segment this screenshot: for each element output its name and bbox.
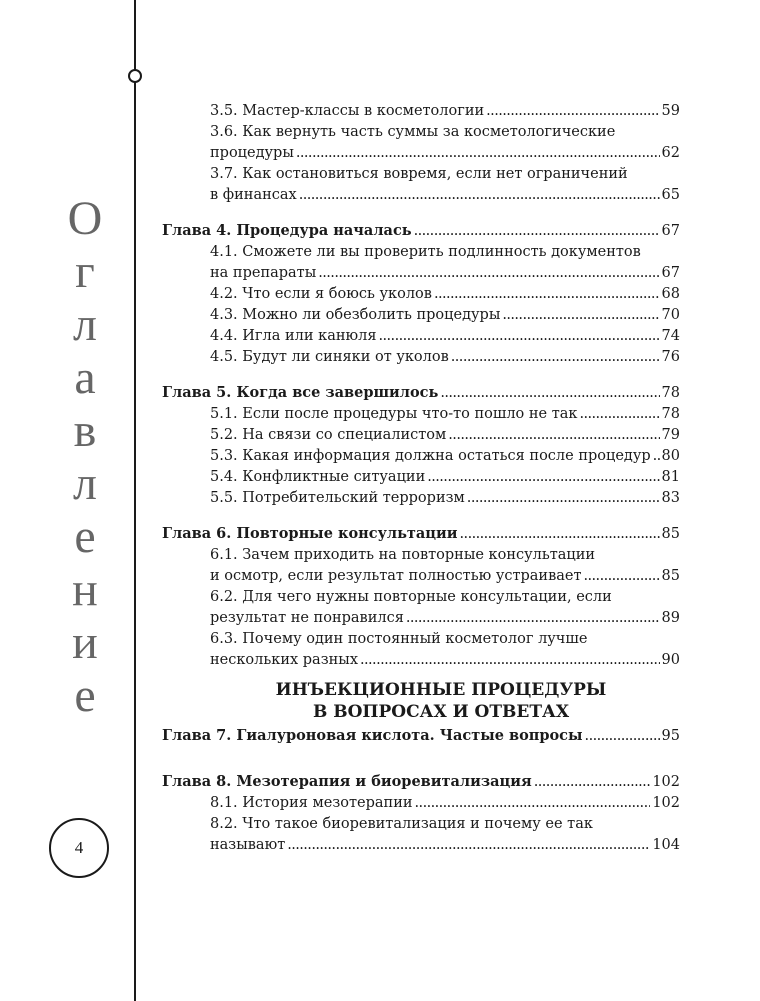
toc-entry[interactable] <box>162 263 680 284</box>
leader-dots <box>414 221 660 242</box>
toc-entry-page: 83 <box>661 490 680 506</box>
toc-entry[interactable] <box>162 185 680 206</box>
side-title-letter: е <box>74 510 96 563</box>
toc-entry-page: 85 <box>661 568 680 584</box>
toc-entry-page: 67 <box>661 265 680 281</box>
toc-entry-title: 5.4. Конфликтные ситуации <box>210 469 426 485</box>
toc-entry-title: 4.3. Можно ли обезболить процедуры <box>210 307 501 323</box>
toc-chapter[interactable] <box>162 523 680 545</box>
toc-entry-page: 68 <box>661 286 680 302</box>
toc-entry-page: 90 <box>661 652 680 668</box>
section-heading-line: ИНЪЕКЦИОННЫЕ ПРОЦЕДУРЫ <box>275 680 607 700</box>
toc-entry-line[interactable]: 3.6. Как вернуть часть суммы за косметологические <box>210 124 616 140</box>
toc-chapter-page: 85 <box>661 526 680 542</box>
toc-chapter[interactable] <box>162 382 680 404</box>
toc-entry-page: 80 <box>661 448 680 464</box>
toc-entry[interactable] <box>162 284 680 305</box>
leader-dots <box>427 467 659 488</box>
leader-dots <box>467 488 660 509</box>
toc-entry-line[interactable]: 6.3. Почему один постоянный косметолог лучше <box>210 631 588 647</box>
toc-chapter-title: Глава 6. Повторные консультации <box>162 525 458 542</box>
toc-chapter-title: Глава 7. Гиалуроновая кислота. Частые вопросы <box>162 727 583 744</box>
toc-entry-page: 70 <box>661 307 680 323</box>
toc-entry-title: 3.5. Мастер-классы в косметологии <box>210 103 485 119</box>
leader-dots <box>584 566 660 587</box>
toc-entry-title: называют <box>210 837 286 853</box>
toc-entry-title: нескольких разных <box>210 652 358 668</box>
side-title-letter: г <box>75 245 95 298</box>
toc-entry-title: 5.5. Потребительский терроризм <box>210 490 465 506</box>
leader-dots <box>434 284 660 305</box>
toc-entry-title: результат не понравился <box>210 610 404 626</box>
toc-entry[interactable] <box>162 467 680 488</box>
toc-entry[interactable] <box>162 101 680 122</box>
leader-dots <box>486 101 659 122</box>
toc-entry[interactable] <box>162 793 680 814</box>
toc-entry-title: процедуры <box>210 145 294 161</box>
toc-entry-title: 5.2. На связи со специалистом <box>210 427 447 443</box>
toc-entry-line[interactable]: 8.2. Что такое биоревитализация и почему ее так <box>210 816 593 832</box>
toc-entry[interactable] <box>162 404 680 425</box>
side-title-letter: а <box>74 351 96 404</box>
toc-entry[interactable] <box>162 305 680 326</box>
toc-entry-title: в финансах <box>210 187 297 203</box>
toc-chapter-title: Глава 4. Процедура началась <box>162 222 412 239</box>
toc-entry[interactable] <box>162 566 680 587</box>
toc-entry-line[interactable]: 4.1. Сможете ли вы проверить подлинность документов <box>210 244 641 260</box>
side-title-letter: л <box>73 457 97 510</box>
toc-chapter-page: 78 <box>661 385 680 401</box>
leader-dots <box>360 650 660 671</box>
toc-chapter[interactable] <box>162 220 680 242</box>
toc-chapter-page: 95 <box>661 728 680 744</box>
toc-entry-page: 81 <box>661 469 680 485</box>
toc-entry[interactable] <box>162 425 680 446</box>
vertical-rule <box>134 0 136 1001</box>
leader-dots <box>448 425 659 446</box>
spacer <box>162 368 680 382</box>
leader-dots <box>451 347 660 368</box>
side-title-letter: в <box>73 404 97 457</box>
toc-entry-title: на препараты <box>210 265 317 281</box>
table-of-contents <box>162 101 680 856</box>
toc-entry[interactable] <box>162 650 680 671</box>
toc-entry-page: 102 <box>652 795 680 811</box>
toc-entry-page: 76 <box>661 349 680 365</box>
side-title-letter: н <box>72 563 98 616</box>
toc-entry[interactable] <box>162 326 680 347</box>
toc-entry-title: 4.4. Игла или канюля <box>210 328 377 344</box>
toc-entry-line[interactable]: 6.2. Для чего нужны повторные консультации, если <box>210 589 612 605</box>
spacer <box>162 747 680 771</box>
toc-chapter-title: Глава 8. Мезотерапия и биоревитализация <box>162 773 532 790</box>
toc-chapter-page: 102 <box>652 774 680 790</box>
leader-dots <box>534 772 651 793</box>
toc-entry-page: 59 <box>661 103 680 119</box>
leader-dots <box>579 404 659 425</box>
toc-entry-title: и осмотр, если результат полностью устраивает <box>210 568 582 584</box>
toc-entry[interactable] <box>162 488 680 509</box>
leader-dots <box>318 263 659 284</box>
toc-entry-line[interactable]: 3.7. Как остановиться вовремя, если нет ограничений <box>210 166 628 182</box>
spacer <box>162 206 680 220</box>
toc-entry-page: 65 <box>661 187 680 203</box>
side-title-contents <box>40 192 130 722</box>
section-heading <box>162 679 680 723</box>
toc-entry[interactable] <box>162 835 680 856</box>
leader-dots <box>502 305 659 326</box>
toc-chapter[interactable] <box>162 771 680 793</box>
toc-entry-title: 5.1. Если после процедуры что-то пошло не так <box>210 406 578 422</box>
section-heading-line: В ВОПРОСАХ И ОТВЕТАХ <box>312 702 570 722</box>
toc-entry-title: 5.3. Какая информация должна остаться после процедур <box>210 448 651 464</box>
toc-entry-page: 79 <box>661 427 680 443</box>
toc-entry-page: 62 <box>661 145 680 161</box>
leader-dots <box>296 143 660 164</box>
leader-dots <box>440 383 659 404</box>
toc-entry-page: 74 <box>661 328 680 344</box>
leader-dots <box>585 726 660 747</box>
toc-entry[interactable] <box>162 446 680 467</box>
toc-entry-page: 78 <box>661 406 680 422</box>
leader-dots <box>299 185 660 206</box>
leader-dots <box>415 793 651 814</box>
toc-entry-title: 8.1. История мезотерапии <box>210 795 413 811</box>
spacer <box>162 509 680 523</box>
leader-dots <box>287 835 650 856</box>
toc-entry-line[interactable]: 6.1. Зачем приходить на повторные консультации <box>210 547 596 563</box>
toc-chapter-page: 67 <box>661 223 680 239</box>
leader-dots <box>406 608 660 629</box>
toc-entry-title: 4.2. Что если я боюсь уколов <box>210 286 432 302</box>
toc-entry[interactable] <box>162 347 680 368</box>
toc-chapter-title: Глава 5. Когда все завершилось <box>162 384 439 401</box>
leader-dots <box>379 326 660 347</box>
toc-entry[interactable] <box>162 143 680 164</box>
side-title-letter: и <box>72 616 98 669</box>
toc-entry[interactable] <box>162 608 680 629</box>
toc-entry-page: 104 <box>652 837 680 853</box>
side-title-letter: О <box>67 192 103 245</box>
toc-chapter[interactable] <box>162 725 680 747</box>
leader-dots <box>460 524 660 545</box>
toc-entry-page: 89 <box>661 610 680 626</box>
leader-dots <box>653 446 660 467</box>
side-title-letter: е <box>74 669 96 722</box>
side-title-letter: л <box>73 298 97 351</box>
toc-entry-title: 4.5. Будут ли синяки от уколов <box>210 349 449 365</box>
rule-circle-marker <box>128 69 142 83</box>
page-number: 4 <box>49 818 109 878</box>
